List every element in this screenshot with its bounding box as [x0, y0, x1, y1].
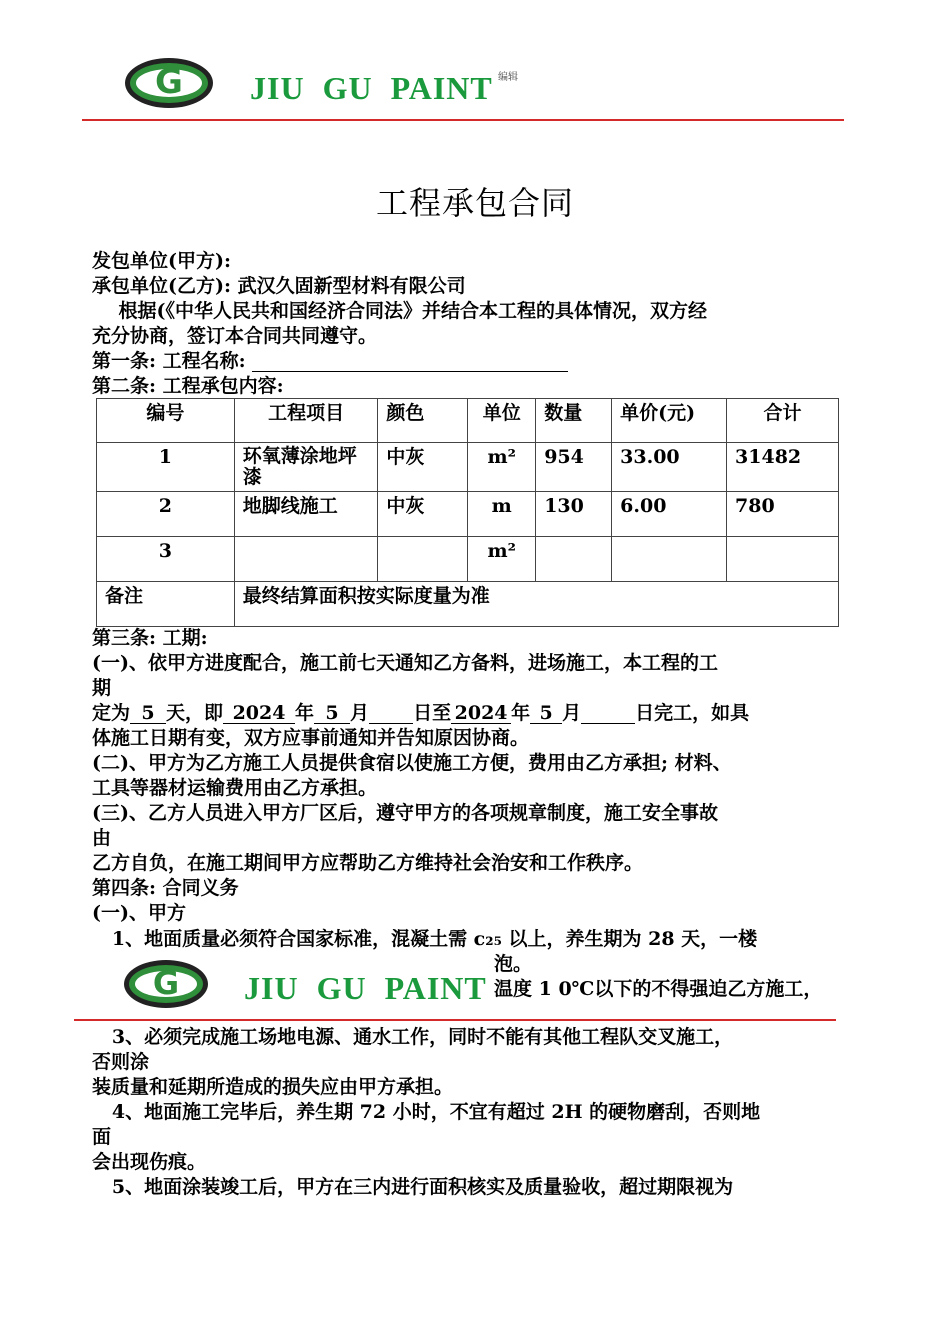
clause-4-5: 5、地面涂装竣工后，甲方在三内进行面积核实及质量验收，超过期限视为 — [92, 1176, 734, 1198]
schedule-text: 年 — [295, 702, 315, 724]
logo-letter: G — [155, 62, 183, 103]
table-cell: 环氧薄涂地坪漆 — [234, 443, 378, 492]
article-1 — [92, 349, 568, 373]
article-2: 第二条: 工程承包内容: — [92, 375, 284, 397]
table-cell: 1 — [97, 443, 235, 492]
clause-4-4: 4、地面施工完毕后，养生期 72 小时，不宜有超过 2H 的硬物磨刮，否则地 — [92, 1101, 761, 1123]
clause-4-4-end: 会出现伤痕。 — [92, 1151, 207, 1173]
clause-3-3-end: 乙方自负，在施工期间甲方应帮助乙方维持社会治安和工作秩序。 — [92, 852, 644, 874]
table-cell — [536, 537, 612, 582]
clause-3-1: (一)、依甲方进度配合，施工前七天通知乙方备料，进场施工，本工程的工 — [92, 652, 718, 674]
overlay-logo-emblem — [124, 960, 208, 1008]
clause-4-3: 3、必须完成施工场地电源、通水工作，同时不能有其他工程队交叉施工， — [92, 1026, 734, 1048]
schedule-end-month: 5 — [530, 703, 562, 724]
overlay-brand: JIU GU PAINT — [244, 970, 487, 1006]
project-name-blank — [252, 351, 568, 372]
clause-3-2-cont: 工具等器材运输费用由乙方承担。 — [92, 777, 378, 799]
schedule-end-year: 2024 — [451, 703, 511, 724]
table-note-row — [97, 582, 839, 627]
intro-line-2: 充分协商，签订本合同共同遵守。 — [92, 325, 378, 347]
clause-3-1-end: 体施工日期有变，双方应事前通知并告知原因协商。 — [92, 727, 530, 749]
clause-3-1-cont: 期 — [92, 677, 112, 699]
table-cell — [612, 537, 727, 582]
article-1-label: 第一条: 工程名称: — [92, 350, 246, 372]
clause-4-party-a: (一)、甲方 — [92, 902, 186, 924]
schedule-start-month: 5 — [314, 703, 350, 724]
schedule-text: 日完工，如具 — [635, 702, 750, 724]
table-cell: m² — [468, 443, 536, 492]
schedule-line — [92, 701, 749, 725]
table-header: 合计 — [727, 399, 839, 443]
table-header-row — [97, 399, 839, 443]
table-cell: m² — [468, 537, 536, 582]
clause-4-1-cont: 泡。 — [494, 953, 533, 975]
party-b: 承包单位(乙方): 武汉久固新型材料有限公司 — [92, 275, 466, 297]
table-cell: 130 — [536, 492, 612, 537]
schedule-start-year: 2024 — [223, 703, 295, 724]
note-label: 备注 — [97, 582, 235, 627]
header-rule — [82, 119, 844, 121]
clause-4-4-cont: 面 — [92, 1126, 112, 1148]
clause-3-3: (三)、乙方人员进入甲方厂区后，遵守甲方的各项规章制度，施工安全事故 — [92, 802, 718, 824]
table-cell: 780 — [727, 492, 839, 537]
work-table — [96, 398, 839, 627]
note-text: 最终结算面积按实际度量为准 — [234, 582, 838, 627]
overlay-logo-letter: G — [152, 964, 180, 1003]
party-a: 发包单位(甲方): — [92, 250, 231, 272]
table-header: 数量 — [536, 399, 612, 443]
clause-4-2-fragment: 温度 1 0℃以下的不得强迫乙方施工， — [494, 978, 823, 1000]
article-4: 第四条: 合同义务 — [92, 877, 239, 899]
table-cell: 6.00 — [612, 492, 727, 537]
header-mark: 编辑 — [498, 72, 518, 83]
schedule-text: 月 — [350, 702, 370, 724]
table-header: 单位 — [468, 399, 536, 443]
clause-4-1: 1、地面质量必须符合国家标准，混凝土需 c₂₅ 以上，养生期为 28 天，一楼 — [92, 928, 758, 950]
table-cell: 中灰 — [378, 492, 468, 537]
schedule-text: 年 — [511, 702, 531, 724]
header-brand: JIU GU PAINT — [250, 70, 493, 106]
table-cell: 31482 — [727, 443, 839, 492]
clause-3-3-cont: 由 — [92, 827, 112, 849]
clause-3-2: (二)、甲方为乙方施工人员提供食宿以使施工方便，费用由乙方承担; 材料、 — [92, 752, 732, 774]
table-cell — [378, 537, 468, 582]
schedule-text: 日至 — [413, 702, 452, 724]
table-cell: 2 — [97, 492, 235, 537]
article-3: 第三条: 工期: — [92, 627, 208, 649]
table-header: 单价(元) — [612, 399, 727, 443]
table-header: 颜色 — [378, 399, 468, 443]
schedule-days: 5 — [130, 703, 166, 724]
page-title: 工程承包合同 — [375, 184, 574, 222]
logo-emblem — [125, 58, 213, 108]
schedule-end-day — [581, 703, 635, 724]
table-cell — [234, 537, 378, 582]
overlay-rule — [74, 1019, 836, 1021]
header-logo — [125, 58, 215, 108]
table-cell: 地脚线施工 — [234, 492, 378, 537]
table-cell: 33.00 — [612, 443, 727, 492]
schedule-text: 天，即 — [166, 702, 224, 724]
table-header: 工程项目 — [234, 399, 378, 443]
table-row — [97, 537, 839, 582]
schedule-start-day — [369, 703, 413, 724]
table-header: 编号 — [97, 399, 235, 443]
table-cell — [727, 537, 839, 582]
clause-4-3-end: 装质量和延期所造成的损失应由甲方承担。 — [92, 1076, 454, 1098]
table-row — [97, 492, 839, 537]
schedule-text: 定为 — [92, 702, 131, 724]
clause-4-3-cont: 否则涂 — [92, 1051, 150, 1073]
intro-line-1: 根据(《中华人民共和国经济合同法》并结合本工程的具体情况，双方经 — [92, 300, 707, 322]
table-cell: m — [468, 492, 536, 537]
table-cell: 954 — [536, 443, 612, 492]
table-cell: 中灰 — [378, 443, 468, 492]
schedule-text: 月 — [562, 702, 582, 724]
table-cell: 3 — [97, 537, 235, 582]
table-row — [97, 443, 839, 492]
